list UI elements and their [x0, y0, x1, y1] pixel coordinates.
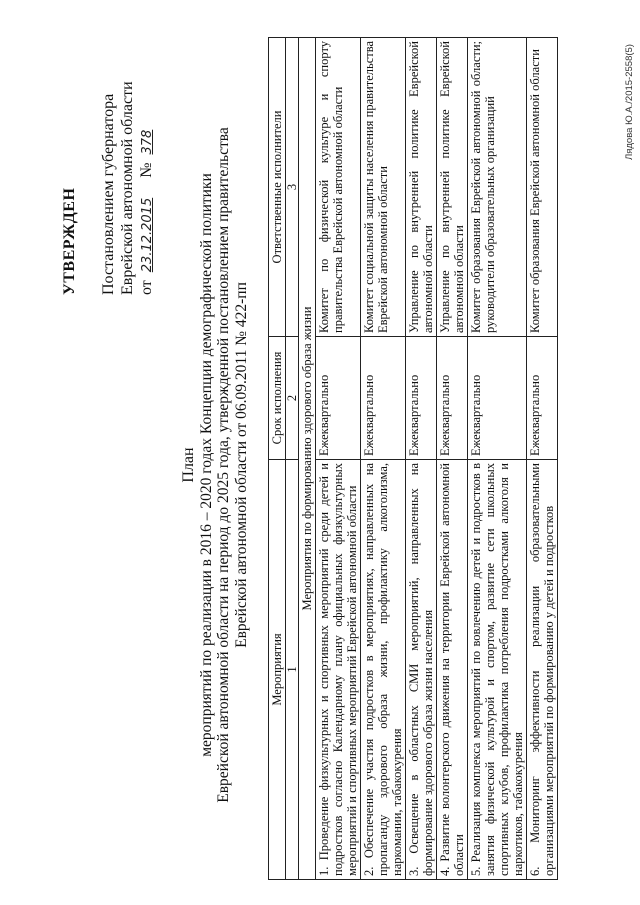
action-cell: 3. Освещение в областных СМИ мероприятий, направленных на формирование здорового образа жизни населения	[406, 460, 437, 880]
responsible-cell: Управление по внутренней политике Еврейской автономной области	[406, 38, 437, 337]
col-number: 1	[286, 460, 299, 880]
action-cell: 6. Мониторинг эффективности реализации образовательными организациями мероприятий по формированию у детей и подростков	[527, 460, 558, 880]
responsible-cell: Комитет социальной защиты населения правительства Еврейской автономной области	[361, 38, 406, 337]
column-number-row	[286, 38, 299, 880]
title-line-1: мероприятий по реализации в 2016 – 2020 годах Концепции демографической политики	[197, 173, 215, 757]
approval-line-2: Еврейской автономной области	[119, 81, 136, 295]
responsible-cell: Управление по внутренней политике Еврейской автономной области	[437, 38, 468, 337]
approval-block	[60, 25, 157, 295]
table-row	[527, 38, 558, 880]
section-title: Мероприятия по формированию здорового образа жизни	[299, 38, 316, 880]
table-header-row	[269, 38, 286, 880]
term-cell: Ежеквартально	[437, 337, 468, 460]
table-row	[437, 38, 468, 880]
responsible-cell: Комитет образования Еврейской автономной области	[527, 38, 558, 337]
approval-line-1: Постановлением губернатора	[100, 93, 117, 295]
action-cell: 1. Проведение физкультурных и спортивных мероприятий среди детей и подростков согласно Календарному плану официальных физкультурных мероприятий и спортивных мероприятий Еврейской автономной области	[316, 460, 361, 880]
col-number: 2	[286, 337, 299, 460]
col-number: 3	[286, 38, 299, 337]
title-plan: План	[180, 447, 197, 483]
table-row	[361, 38, 406, 880]
term-cell: Ежеквартально	[406, 337, 437, 460]
title-line-3: Еврейской автономной области от 06.09.2011 № 422-пп	[232, 282, 250, 648]
approval-stamp: УТВЕРЖДЕН	[61, 187, 78, 295]
document-id-watermark: Лядова Ю.А./2015-2558(5)	[624, 44, 635, 160]
action-cell: 2. Обеспечение участия подростков в мероприятиях, направленных на пропаганду здорового образа жизни, профилактику алкоголизма, наркомании, табакокурения	[361, 460, 406, 880]
action-cell: 5. Реализация комплекса мероприятий по вовлечению детей и подростков в занятия физической культурой и спортом, развитие сети школьных спортивных клубов, профилактика потребления подростками алкоголя и наркотиков, табакокурения	[468, 460, 527, 880]
header-term: Срок исполнения	[269, 337, 286, 460]
handwritten-number: 378	[140, 129, 155, 155]
header-actions: Мероприятия	[269, 460, 286, 880]
approval-date-line	[137, 25, 157, 295]
title-line-2: Еврейской автономной области на период до 2025 года, утвержденной постановлением правительства	[215, 127, 232, 803]
from-label: от	[138, 280, 155, 295]
section-row	[299, 38, 316, 880]
table-row	[406, 38, 437, 880]
number-label: №	[138, 162, 155, 178]
responsible-cell: Комитет образования Еврейской автономной области; руководители образовательных организаций	[468, 38, 527, 337]
header-responsible: Ответственные исполнители	[269, 38, 286, 337]
term-cell: Ежеквартально	[527, 337, 558, 460]
table-row	[316, 38, 361, 880]
action-cell: 4. Развитие волонтерского движения на территории Еврейской автономной области	[437, 460, 468, 880]
responsible-cell: Комитет по физической культуре и спорту правительства Еврейской автономной области	[316, 38, 361, 337]
term-cell: Ежеквартально	[361, 337, 406, 460]
document-title	[180, 85, 250, 845]
term-cell: Ежеквартально	[468, 337, 527, 460]
term-cell: Ежеквартально	[316, 337, 361, 460]
table-row	[468, 38, 527, 880]
handwritten-date: 23.12.2015	[140, 197, 155, 273]
plan-table	[268, 37, 558, 880]
